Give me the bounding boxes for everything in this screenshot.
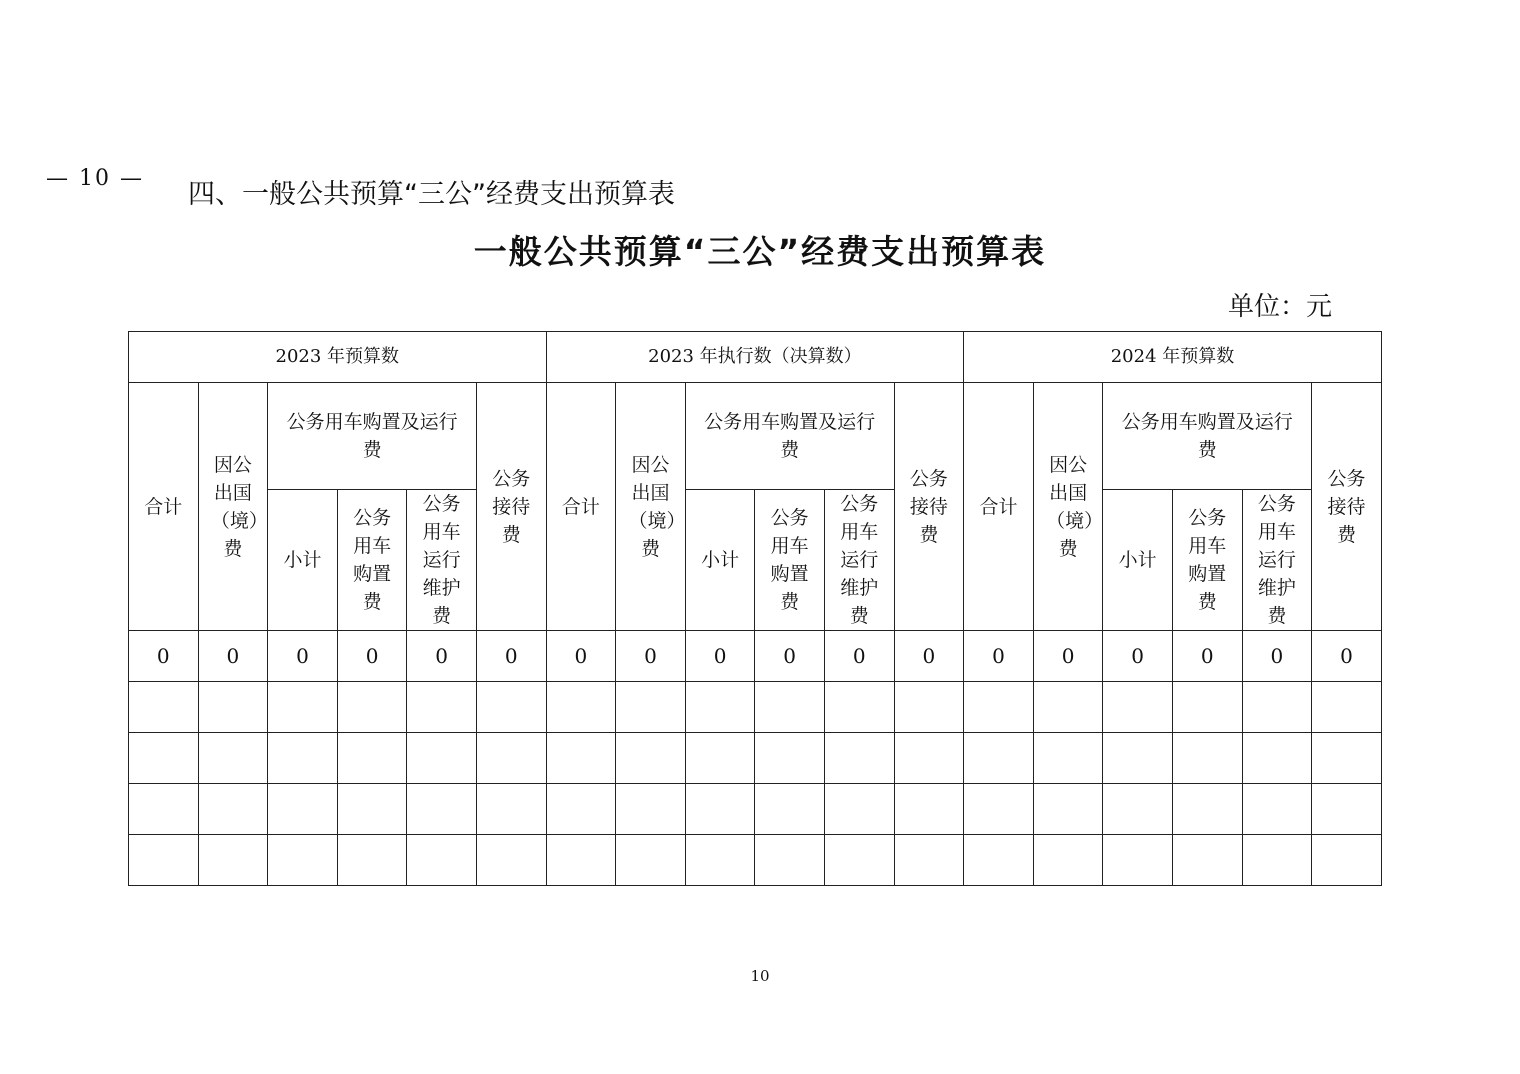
empty-table-cell [1242,835,1312,886]
header-vehicle-purchase [755,490,825,631]
empty-table-cell [616,682,686,733]
empty-table-cell [198,835,268,886]
empty-table-cell [129,784,199,835]
header-total [964,383,1034,631]
empty-table-cell [1103,784,1173,835]
header-total-label: 合计 [144,495,183,518]
empty-table-cell [755,733,825,784]
header-vehicle-subtotal-label: 小计 [283,549,322,571]
section-heading: 四、一般公共预算“三公”经费支出预算表 [188,179,675,210]
empty-table-cell [964,784,1034,835]
empty-table-row [129,682,1382,733]
empty-table-cell [407,784,477,835]
empty-table-cell [824,784,894,835]
table-row [129,631,1382,682]
empty-table-cell [616,733,686,784]
empty-table-cell [616,835,686,886]
empty-table-cell [1172,733,1242,784]
table-cell: 0 [1312,631,1382,682]
empty-table-cell [1103,682,1173,733]
empty-table-cell [476,784,546,835]
empty-table-cell [129,682,199,733]
header-vehicle-label: 公务用车购置及运行费 [1121,411,1293,461]
empty-table-cell [476,733,546,784]
header-vehicle [1103,383,1312,490]
empty-table-cell [1172,784,1242,835]
group-header-2023-budget: 2023 年预算数 [129,332,547,383]
empty-table-cell [1033,733,1103,784]
header-vehicle [268,383,477,490]
empty-table-cell [1033,835,1103,886]
subheader-row [129,383,1382,490]
table-cell: 0 [1033,631,1103,682]
empty-table-cell [894,733,964,784]
empty-table-cell [546,682,616,733]
header-vehicle-purchase-label: 公务用车购置费 [770,507,809,613]
header-vehicle-purchase-label: 公务用车购置费 [353,507,392,613]
empty-table-cell [337,835,407,886]
table-cell: 0 [476,631,546,682]
header-vehicle-subtotal-label: 小计 [701,549,740,571]
header-reception-label: 公务接待费 [1327,467,1366,546]
header-overseas [616,383,686,631]
table-cell: 0 [616,631,686,682]
header-vehicle-operation [1242,490,1312,631]
empty-table-cell [1033,784,1103,835]
empty-table-cell [546,784,616,835]
empty-table-cell [1242,784,1312,835]
header-total-label: 合计 [979,495,1018,518]
table-cell: 0 [129,631,199,682]
header-reception [1312,383,1382,631]
empty-table-cell [198,682,268,733]
header-vehicle [685,383,894,490]
empty-table-row [129,784,1382,835]
table-cell: 0 [198,631,268,682]
empty-table-cell [1312,835,1382,886]
empty-table-cell [964,733,1034,784]
header-vehicle-subtotal [1103,490,1173,631]
empty-table-cell [824,682,894,733]
empty-table-cell [198,784,268,835]
group-header-row [129,332,1382,383]
empty-table-cell [1242,733,1312,784]
empty-table-cell [1103,733,1173,784]
empty-table-cell [546,733,616,784]
table-body [129,332,1382,886]
header-vehicle-subtotal [268,490,338,631]
header-overseas-label: 因公出国（境）费 [628,453,686,560]
empty-table-cell [337,733,407,784]
empty-table-cell [1242,682,1312,733]
empty-table-cell [685,784,755,835]
table-cell: 0 [964,631,1034,682]
header-vehicle-purchase [337,490,407,631]
table-cell: 0 [1103,631,1173,682]
empty-table-cell [964,682,1034,733]
table-cell: 0 [407,631,477,682]
empty-table-cell [407,682,477,733]
empty-table-cell [1103,835,1173,886]
empty-table-cell [824,835,894,886]
empty-table-cell [894,835,964,886]
table-cell: 0 [546,631,616,682]
page-number: 10 [750,967,770,985]
header-total-label: 合计 [561,495,600,518]
header-vehicle-label: 公务用车购置及运行费 [286,411,458,461]
empty-table-cell [616,784,686,835]
empty-table-row [129,835,1382,886]
header-vehicle-operation [824,490,894,631]
empty-table-cell [337,784,407,835]
empty-table-cell [755,682,825,733]
empty-table-cell [755,784,825,835]
table-title: 一般公共预算“三公”经费支出预算表 [473,232,1047,271]
empty-table-cell [268,835,338,886]
empty-table-cell [685,835,755,886]
empty-table-cell [476,835,546,886]
header-reception-label: 公务接待费 [909,467,948,546]
empty-table-cell [1172,682,1242,733]
header-overseas [198,383,268,631]
empty-table-cell [546,835,616,886]
empty-table-cell [268,682,338,733]
header-overseas [1033,383,1103,631]
empty-table-cell [407,733,477,784]
empty-table-cell [268,784,338,835]
empty-table-cell [685,733,755,784]
header-vehicle-operation-label: 公务用车运行维护费 [1257,493,1296,627]
empty-table-cell [894,784,964,835]
header-vehicle-purchase [1172,490,1242,631]
table-cell: 0 [824,631,894,682]
empty-table-cell [1312,733,1382,784]
table-cell: 0 [337,631,407,682]
header-vehicle-subtotal [685,490,755,631]
header-total [129,383,199,631]
empty-table-row [129,733,1382,784]
empty-table-cell [198,733,268,784]
three-public-expenses-table [128,331,1382,886]
empty-table-cell [1033,682,1103,733]
empty-table-cell [476,682,546,733]
header-overseas-label: 因公出国（境）费 [210,453,268,560]
unit-label: 单位：元 [1228,292,1333,322]
empty-table-cell [1312,784,1382,835]
table-cell: 0 [894,631,964,682]
header-total [546,383,616,631]
table-cell: 0 [1172,631,1242,682]
header-vehicle-subtotal-label: 小计 [1118,549,1157,571]
table-cell: 0 [755,631,825,682]
empty-table-cell [129,733,199,784]
vehicle-subheader-row [129,490,1382,631]
header-overseas-label: 因公出国（境）费 [1046,453,1104,560]
header-reception-label: 公务接待费 [492,467,531,546]
header-vehicle-operation-label: 公务用车运行维护费 [840,493,879,627]
empty-table-cell [268,733,338,784]
empty-table-cell [964,835,1034,886]
empty-table-cell [129,835,199,886]
group-header-2024-budget: 2024 年预算数 [964,332,1382,383]
page-marker: — 10 — [46,166,144,191]
header-vehicle-label: 公务用车购置及运行费 [704,411,876,461]
empty-table-cell [755,835,825,886]
empty-table-cell [337,682,407,733]
header-vehicle-operation [407,490,477,631]
header-reception [476,383,546,631]
header-vehicle-operation-label: 公务用车运行维护费 [422,493,461,627]
empty-table-cell [824,733,894,784]
empty-table-cell [894,682,964,733]
table-cell: 0 [1242,631,1312,682]
empty-table-cell [685,682,755,733]
group-header-2023-actual: 2023 年执行数（决算数） [546,332,964,383]
table-cell: 0 [685,631,755,682]
empty-table-cell [407,835,477,886]
empty-table-cell [1312,682,1382,733]
table-cell: 0 [268,631,338,682]
header-vehicle-purchase-label: 公务用车购置费 [1188,507,1227,613]
empty-table-cell [1172,835,1242,886]
header-reception [894,383,964,631]
